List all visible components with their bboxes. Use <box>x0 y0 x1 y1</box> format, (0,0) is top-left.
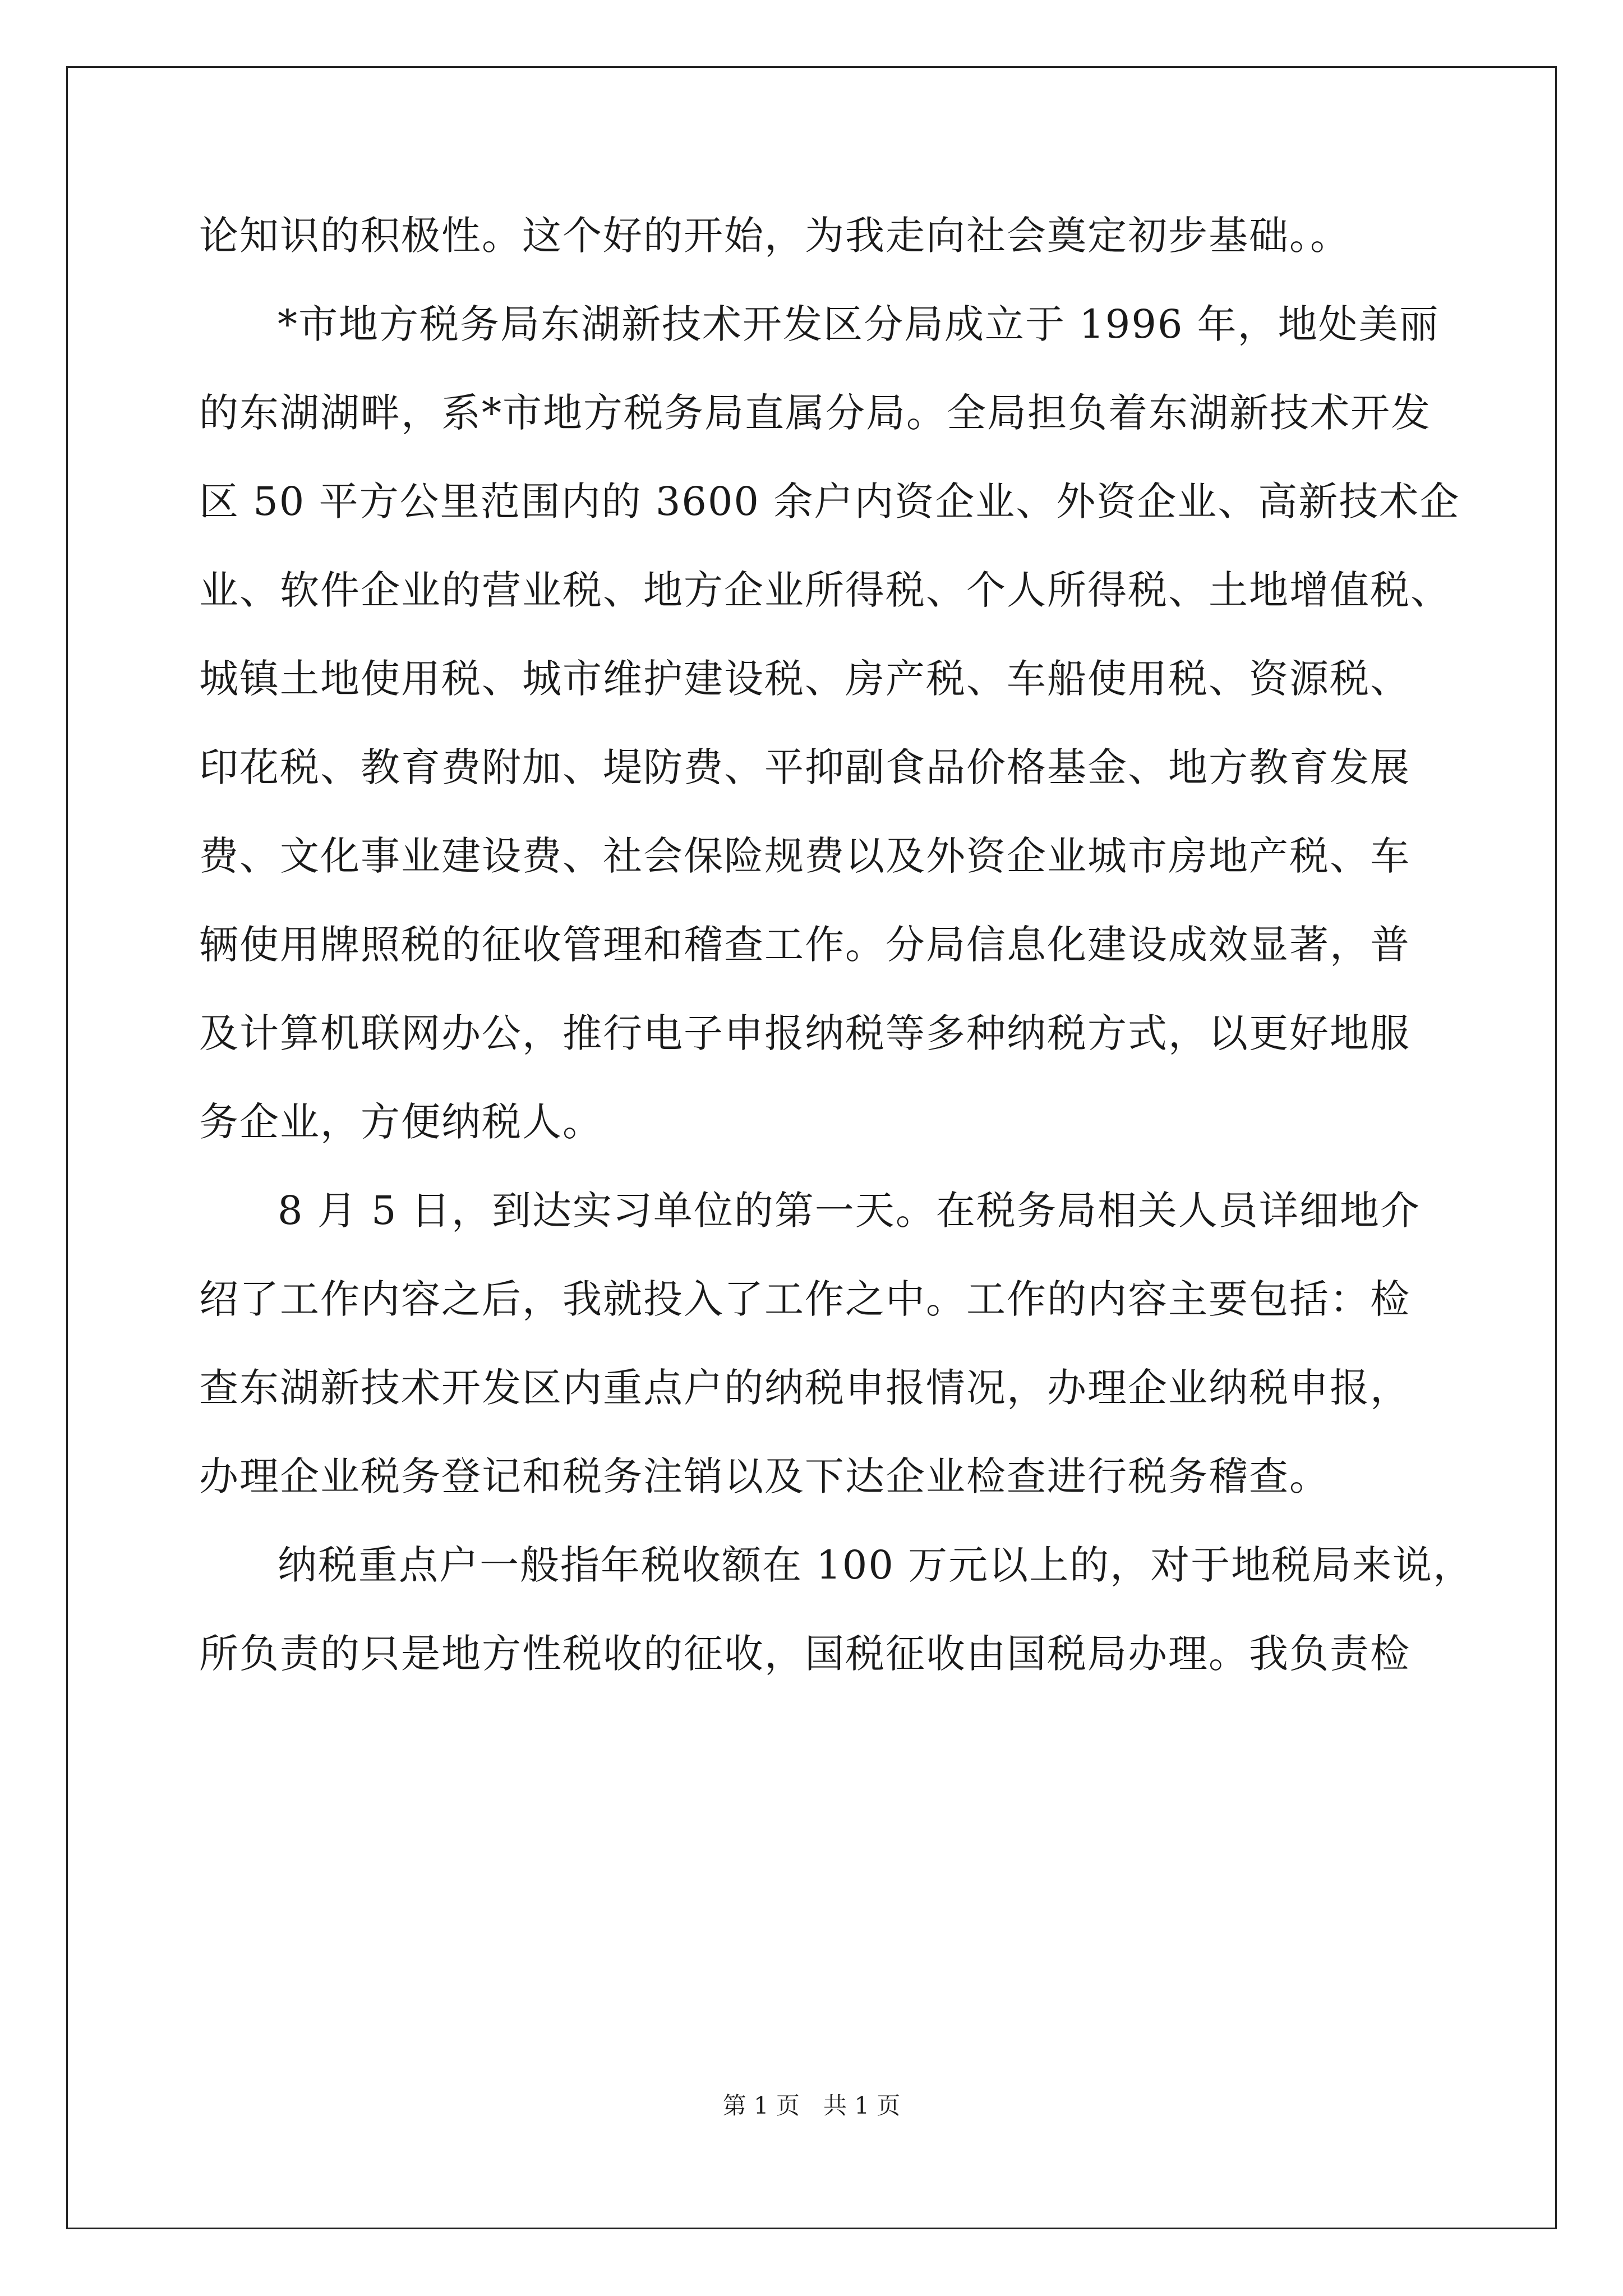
text-line: 纳税重点户一般指年税收额在 100 万元以上的，对于地税局来说， <box>278 1542 1474 1588</box>
text-line: 区 50 平方公里范围内的 3600 余户内资企业、外资企业、高新技术企 <box>199 478 1460 524</box>
text-line: *市地方税务局东湖新技术开发区分局成立于 1996 年，地处美丽 <box>278 301 1440 347</box>
document-body <box>199 213 1474 1723</box>
text-line: 城镇土地使用税、城市维护建设税、房产税、车船使用税、资源税、 <box>199 656 1410 702</box>
text-line: 所负责的只是地方性税收的征收，国税征收由国税局办理。我负责检 <box>199 1631 1410 1677</box>
text-line: 8 月 5 日，到达实习单位的第一天。在税务局相关人员详细地介 <box>278 1188 1421 1234</box>
text-line: 及计算机联网办公，推行电子申报纳税等多种纳税方式，以更好地服 <box>199 1010 1410 1056</box>
page-footer: 第 1 页 共 1 页 <box>722 2092 901 2119</box>
text-line: 印花税、教育费附加、堤防费、平抑副食品价格基金、地方教育发展 <box>199 744 1410 790</box>
text-line: 绍了工作内容之后，我就投入了工作之中。工作的内容主要包括：检 <box>199 1276 1410 1322</box>
text-line: 的东湖湖畔，系*市地方税务局直属分局。全局担负着东湖新技术开发 <box>199 390 1431 436</box>
text-line: 论知识的积极性。这个好的开始，为我走向社会奠定初步基础。。 <box>199 213 1350 259</box>
text-line: 办理企业税务登记和税务注销以及下达企业检查进行税务稽查。 <box>199 1453 1330 1499</box>
text-line: 业、软件企业的营业税、地方企业所得税、个人所得税、土地增值税、 <box>199 567 1451 613</box>
text-line: 费、文化事业建设费、社会保险规费以及外资企业城市房地产税、车 <box>199 833 1410 879</box>
text-line: 务企业，方便纳税人。 <box>199 1099 603 1145</box>
text-line: 查东湖新技术开发区内重点户的纳税申报情况，办理企业纳税申报， <box>199 1365 1410 1411</box>
text-line: 辆使用牌照税的征收管理和稽查工作。分局信息化建设成效显著，普 <box>199 922 1410 968</box>
